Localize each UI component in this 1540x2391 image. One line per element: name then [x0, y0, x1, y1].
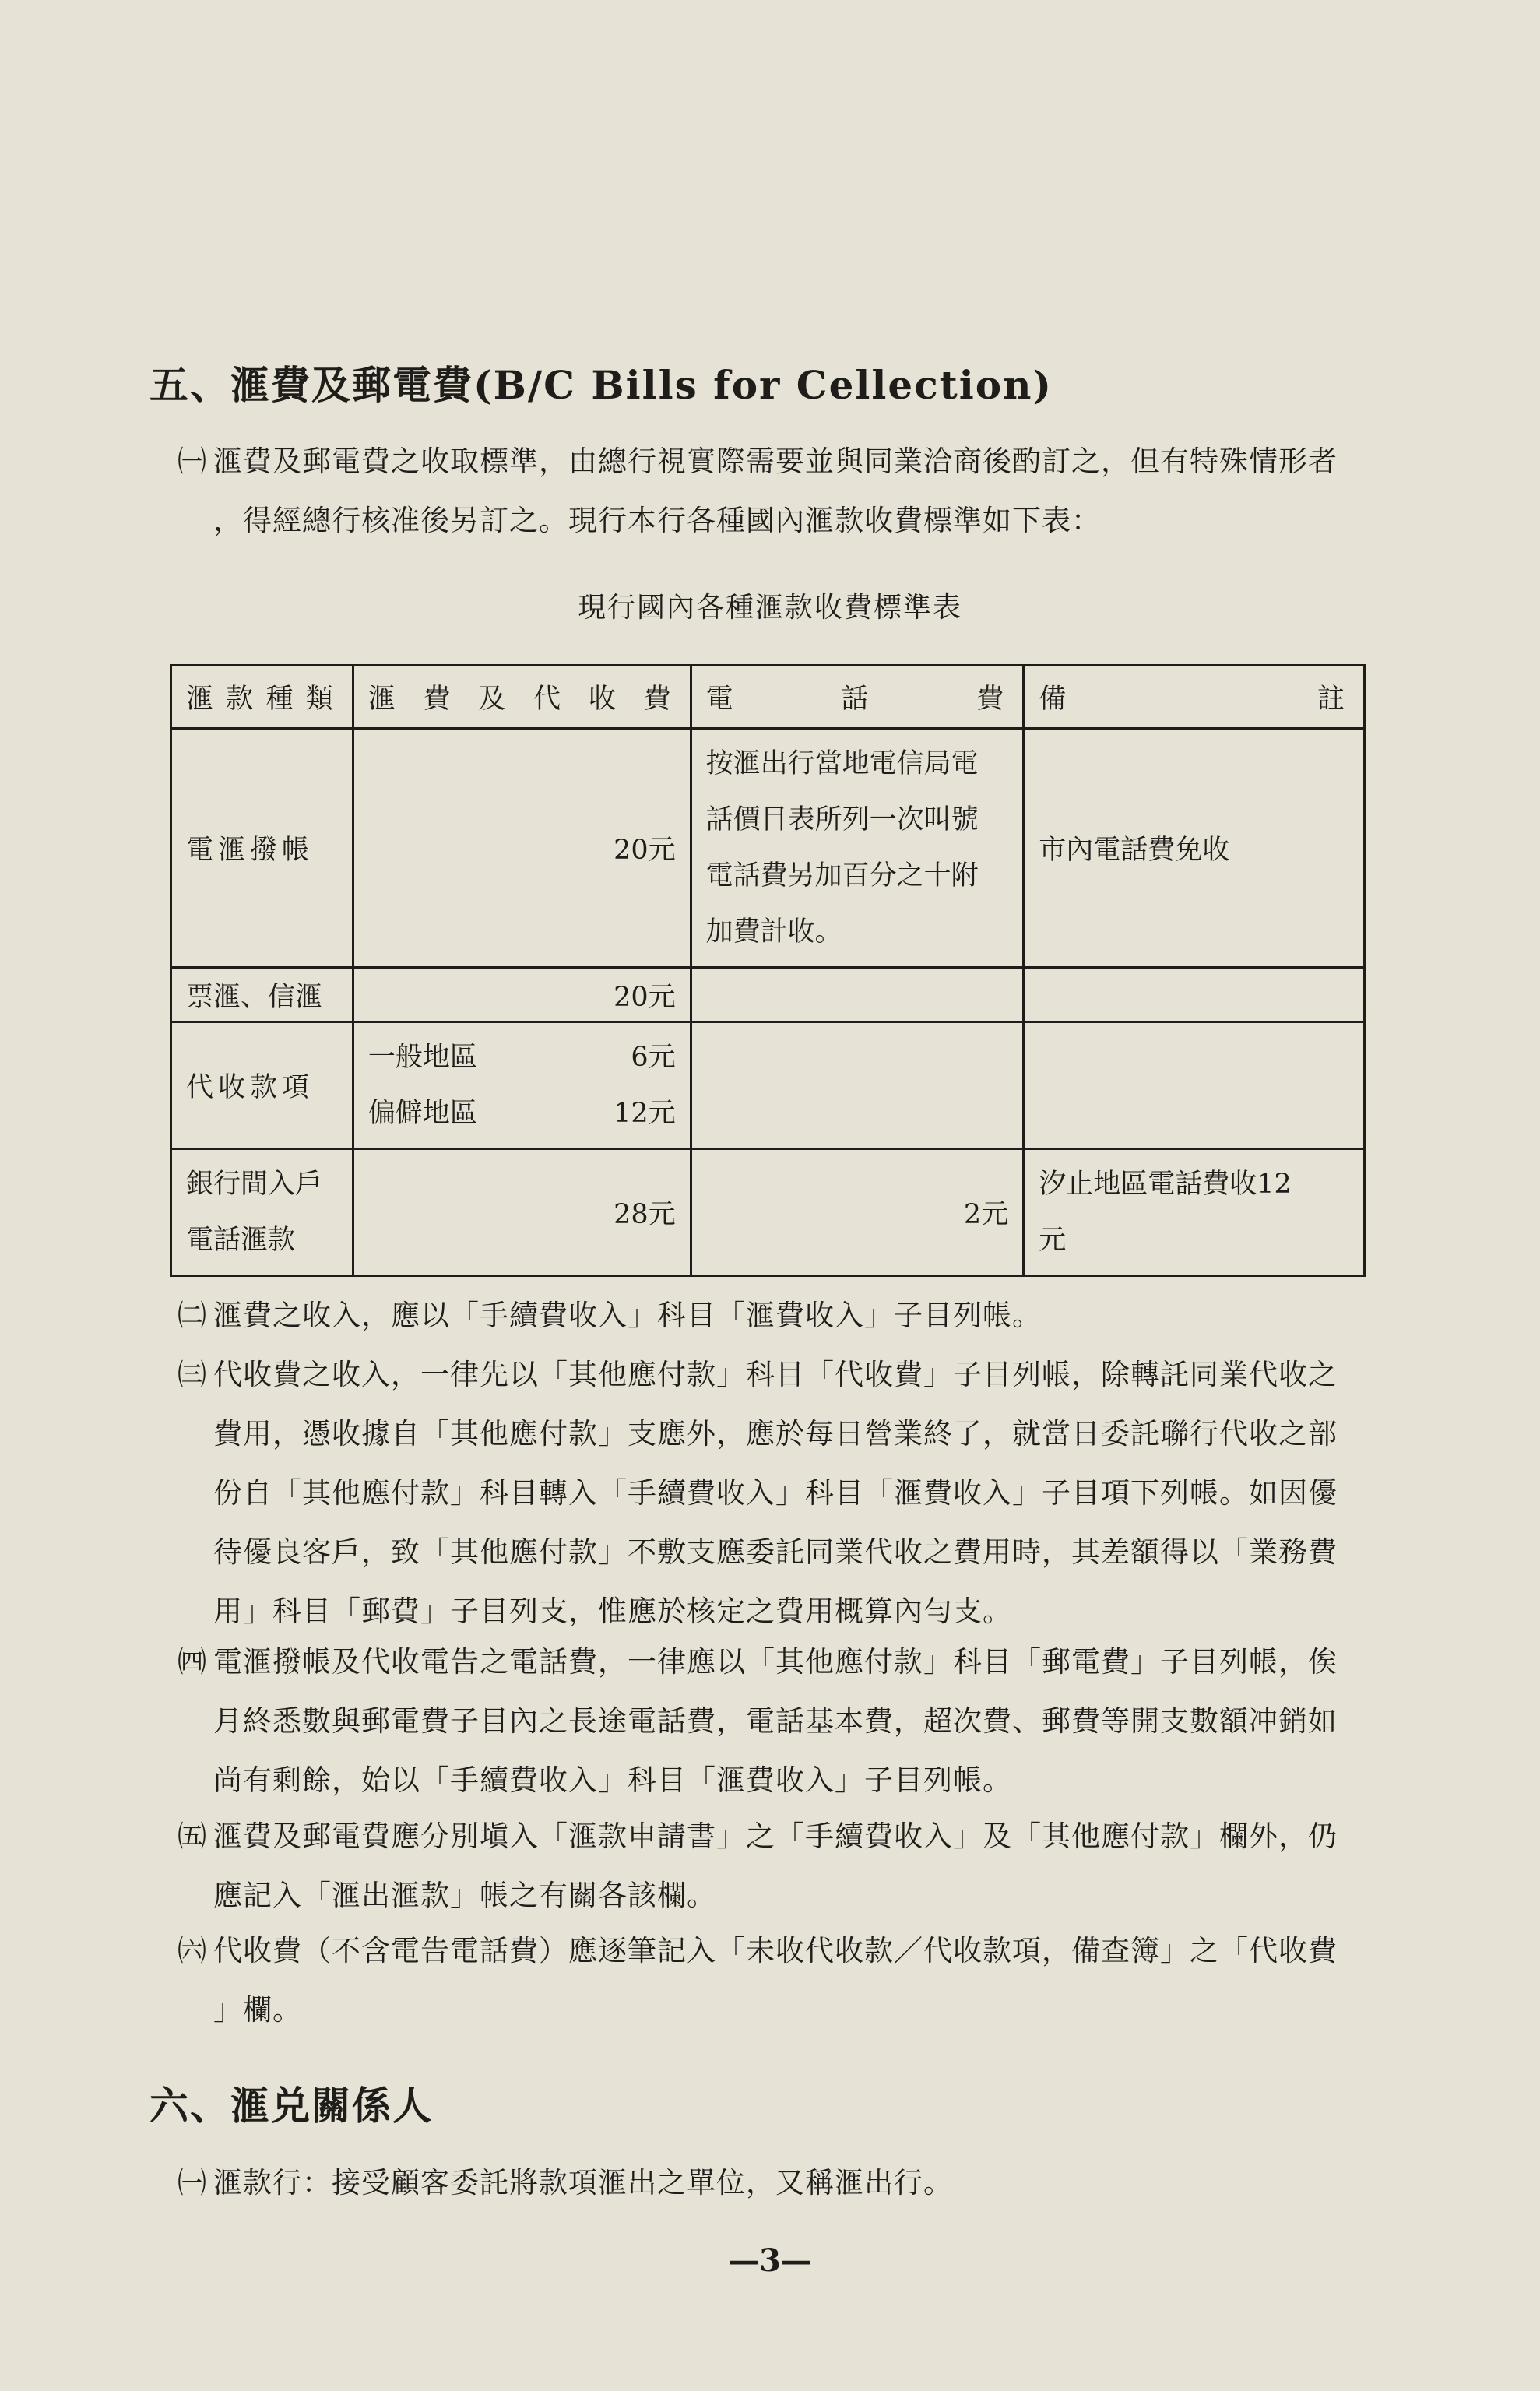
item-number: ㈥ [178, 1934, 207, 1967]
phone-fee-cell: 按滙出行當地電信局電 話價目表所列一次叫號 電話費另加百分之十附 加費計收。 [691, 729, 1024, 968]
section-6-heading: 六、滙兑關係人 [149, 2083, 433, 2129]
phone-fee-cell: 2元 [691, 1149, 1024, 1276]
item-number: ㈡ [178, 1299, 207, 1332]
item-number: ㈣ [178, 1645, 207, 1679]
type-cell: 代收款項 [171, 1022, 353, 1149]
area-fee: 12元 [614, 1098, 676, 1129]
header-cell: 滙 費 及 代 收 費 [367, 684, 676, 715]
page-number: —3— [728, 2242, 812, 2279]
header-cell: 電 話 費 [705, 684, 1009, 715]
table-title: 現行國內各種滙款收費標準表 [577, 592, 962, 624]
item-number: ㈢ [178, 1358, 207, 1391]
note-cell: 市內電話費免收 [1024, 729, 1365, 968]
item-text: 代收費之收入，一律先以「其他應付款」科目「代收費」子目列帳，除轉託同業代收之 費用，憑收據自「其他應付款」支應外，應於每日營業終了，就當日委託聯行代收之部 份自「其他應付款」科目轉入「手續費收入」科目「滙費收入」子目項下列帳。如因優 待優良客戶，致「其他應付款」不敷支應委託同業代收之費用時，其差額得以「業務費 用」科目「郵費」子目列支，惟應於核定之費用概算內勻支。 [213, 1358, 1338, 1628]
note-cell [1024, 968, 1365, 1022]
item-text: 代收費（不含電告電話費）應逐筆記入「未收代收款／代收款項，備查簿」之「代收費 」欄。 [213, 1934, 1338, 2027]
item-text: 滙款行：接受顧客委託將款項滙出之單位，又稱滙出行。 [213, 2166, 953, 2199]
item-text: 滙費及郵電費之收取標準，由總行視實際需要並與同業洽商後酌訂之，但有特殊情形者 ，得經總行核准後另訂之。現行本行各種國內滙款收費標準如下表： [213, 445, 1338, 537]
fee-cell: 20元 [353, 968, 691, 1022]
type-cell: 票滙、信滙 [171, 968, 353, 1022]
area-label: 偏僻地區 [367, 1098, 477, 1129]
item-number: ㈤ [178, 1820, 207, 1853]
table-row [171, 1149, 1365, 1276]
phone-fee-cell [691, 968, 1024, 1022]
table-row [171, 729, 1365, 968]
note-cell [1024, 1022, 1365, 1149]
section-5-heading: 五、滙費及郵電費(B/C Bills for Cellection) [149, 362, 1053, 408]
remittance-fee-table [170, 664, 1366, 1277]
fee-subrow [368, 1085, 676, 1141]
phone-fee-cell [691, 1022, 1024, 1149]
item-number: ㈠ [178, 445, 207, 478]
note-cell: 汐止地區電話費收12 元 [1024, 1149, 1365, 1276]
fee-cell: 28元 [353, 1149, 691, 1276]
header-cell: 滙 款 種 類 [186, 684, 338, 715]
area-fee: 6元 [631, 1042, 676, 1073]
table-row [171, 968, 1365, 1022]
item-text: 電滙撥帳及代收電告之電話費，一律應以「其他應付款」科目「郵電費」子目列帳，俟 月終悉數與郵電費子目內之長途電話費，電話基本費，超次費、郵費等開支數額冲銷如 尚有剩餘，始以「手續費收入」科目「滙費收入」子目列帳。 [213, 1645, 1338, 1797]
fee-subrow [368, 1029, 676, 1085]
fee-cell [353, 1022, 691, 1149]
table-header-row [171, 666, 1365, 729]
type-cell: 電滙撥帳 [171, 729, 353, 968]
type-cell: 銀行間入戶 電話滙款 [171, 1149, 353, 1276]
item-text: 滙費及郵電費應分別塡入「滙款申請書」之「手續費收入」及「其他應付款」欄外，仍 應記入「滙出滙款」帳之有關各該欄。 [213, 1820, 1338, 1912]
table-row [171, 1022, 1365, 1149]
header-cell: 備 註 [1039, 684, 1349, 715]
area-label: 一般地區 [367, 1042, 477, 1073]
item-number: ㈠ [178, 2166, 207, 2199]
item-text: 滙費之收入，應以「手續費收入」科目「滙費收入」子目列帳。 [213, 1299, 1042, 1332]
fee-cell: 20元 [353, 729, 691, 968]
